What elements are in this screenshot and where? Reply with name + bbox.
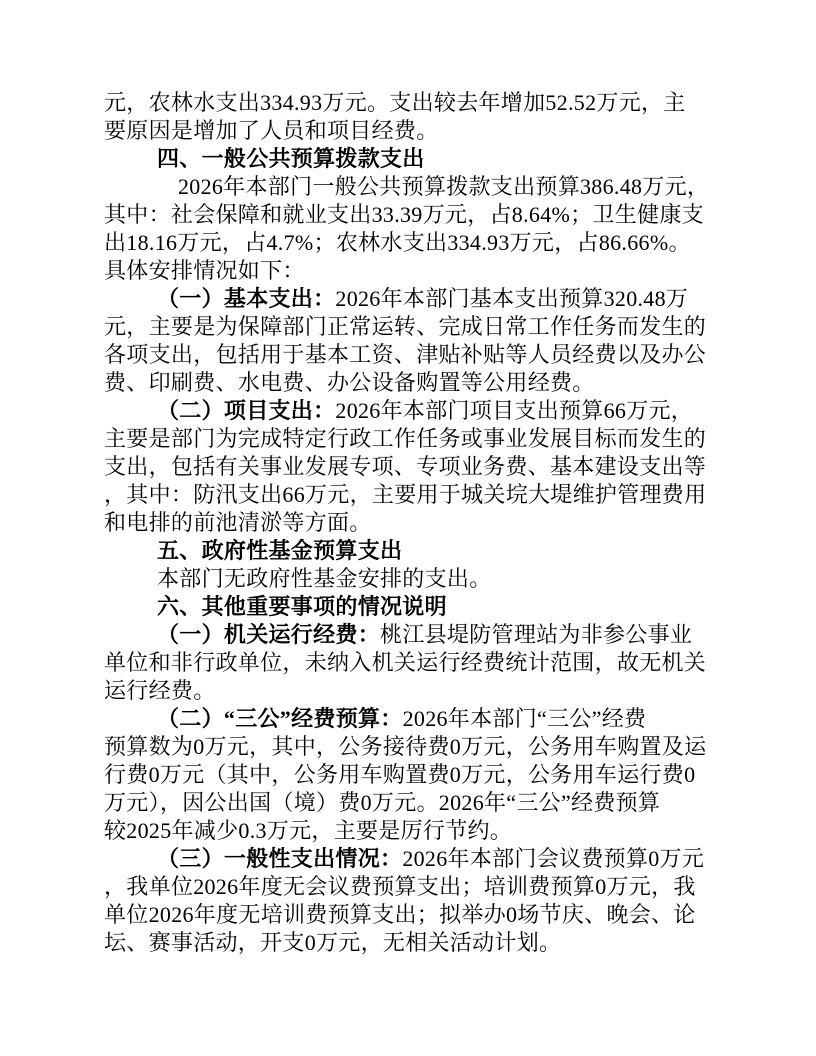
text-line xyxy=(104,285,716,313)
text-segment: 费、印刷费、水电费、办公设备购置等公用经费。 xyxy=(104,370,595,395)
text-segment: 各项支出，包括用于基本工资、津贴补贴等人员经费以及办公 xyxy=(104,342,707,367)
text-line xyxy=(104,257,716,285)
bold-text-segment: （一）基本支出： xyxy=(157,286,336,311)
text-line xyxy=(104,705,716,733)
text-line xyxy=(104,621,716,649)
text-segment: ，其中：防汛支出66万元，主要用于城关垸大堤维护管理费用 xyxy=(104,482,707,507)
text-line xyxy=(104,845,716,873)
bold-text-segment: 四、一般公共预算拨款支出 xyxy=(157,146,425,171)
text-segment: 较2025年减少0.3万元，主要是厉行节约。 xyxy=(104,818,513,843)
text-line xyxy=(104,509,716,537)
text-segment: 元，主要是为保障部门正常运转、完成日常工作任务而发生的 xyxy=(104,314,707,339)
text-line xyxy=(104,789,716,817)
text-segment: 坛、赛事活动，开支0万元，无相关活动计划。 xyxy=(104,930,562,955)
text-line xyxy=(104,201,716,229)
text-segment: 单位2026年度无培训费预算支出；拟举办0场节庆、晚会、论 xyxy=(104,902,696,927)
text-segment: 主要是部门为完成特定行政工作任务或事业发展目标而发生的 xyxy=(104,426,707,451)
text-line xyxy=(104,593,716,621)
text-segment: 桃江县堤防管理站为非参公事业 xyxy=(380,622,693,647)
text-line xyxy=(104,649,716,677)
text-segment: 出18.16万元，占4.7%；农林水支出334.93万元，占86.66%。 xyxy=(104,230,691,255)
text-line xyxy=(104,901,716,929)
text-segment: 运行经费。 xyxy=(104,678,216,703)
text-line xyxy=(104,117,716,145)
text-segment: 本部门无政府性基金安排的支出。 xyxy=(157,566,492,591)
bold-text-segment: （一）机关运行经费： xyxy=(157,622,381,647)
text-segment: 元，农林水支出334.93万元。支出较去年增加52.52万元，主 xyxy=(104,90,686,115)
bold-text-segment: （二）项目支出： xyxy=(157,398,336,423)
text-line xyxy=(104,537,716,565)
text-segment: 支出，包括有关事业发展专项、专项业务费、基本建设支出等 xyxy=(104,454,707,479)
document-body xyxy=(104,89,716,957)
bold-text-segment: 六、其他重要事项的情况说明 xyxy=(157,594,447,619)
text-line xyxy=(104,89,716,117)
text-segment: 和电排的前池清淤等方面。 xyxy=(104,510,372,535)
bold-text-segment: （二）“三公”经费预算： xyxy=(157,706,403,731)
text-line xyxy=(104,425,716,453)
text-line xyxy=(104,369,716,397)
text-line xyxy=(104,929,716,957)
text-segment: 万元），因公出国（境）费0万元。2026年“三公”经费预算 xyxy=(104,790,661,815)
text-segment: 预算数为0万元，其中，公务接待费0万元，公务用车购置及运 xyxy=(104,734,707,759)
text-line xyxy=(104,817,716,845)
text-line xyxy=(104,873,716,901)
text-segment: 2026年本部门“三公”经费 xyxy=(402,706,647,731)
text-segment: 行费0万元（其中，公务用车购置费0万元，公务用车运行费0 xyxy=(104,762,696,787)
bold-text-segment: 五、政府性基金预算支出 xyxy=(157,538,403,563)
bold-text-segment: （三）一般性支出情况： xyxy=(157,846,403,871)
text-segment: 其中：社会保障和就业支出33.39万元，占8.64%；卫生健康支 xyxy=(104,202,704,227)
text-line xyxy=(104,733,716,761)
text-line xyxy=(104,341,716,369)
text-line xyxy=(104,397,716,425)
text-line xyxy=(104,145,716,173)
text-line xyxy=(104,173,716,201)
text-line xyxy=(104,313,716,341)
text-segment: 2026年本部门基本支出预算320.48万 xyxy=(335,286,689,311)
text-segment: 2026年本部门一般公共预算拨款支出预算386.48万元， xyxy=(178,174,710,199)
text-line xyxy=(104,761,716,789)
text-line xyxy=(104,453,716,481)
text-line xyxy=(104,481,716,509)
text-line xyxy=(104,677,716,705)
text-line xyxy=(104,565,716,593)
text-segment: 2026年本部门会议费预算0万元 xyxy=(402,846,705,871)
text-segment: 2026年本部门项目支出预算66万元， xyxy=(335,398,694,423)
text-line xyxy=(104,229,716,257)
text-segment: ，我单位2026年度无会议费预算支出；培训费预算0万元，我 xyxy=(104,874,696,899)
text-segment: 具体安排情况如下： xyxy=(104,258,305,283)
text-segment: 单位和非行政单位，未纳入机关运行经费统计范围，故无机关 xyxy=(104,650,707,675)
text-segment: 要原因是增加了人员和项目经费。 xyxy=(104,118,439,143)
